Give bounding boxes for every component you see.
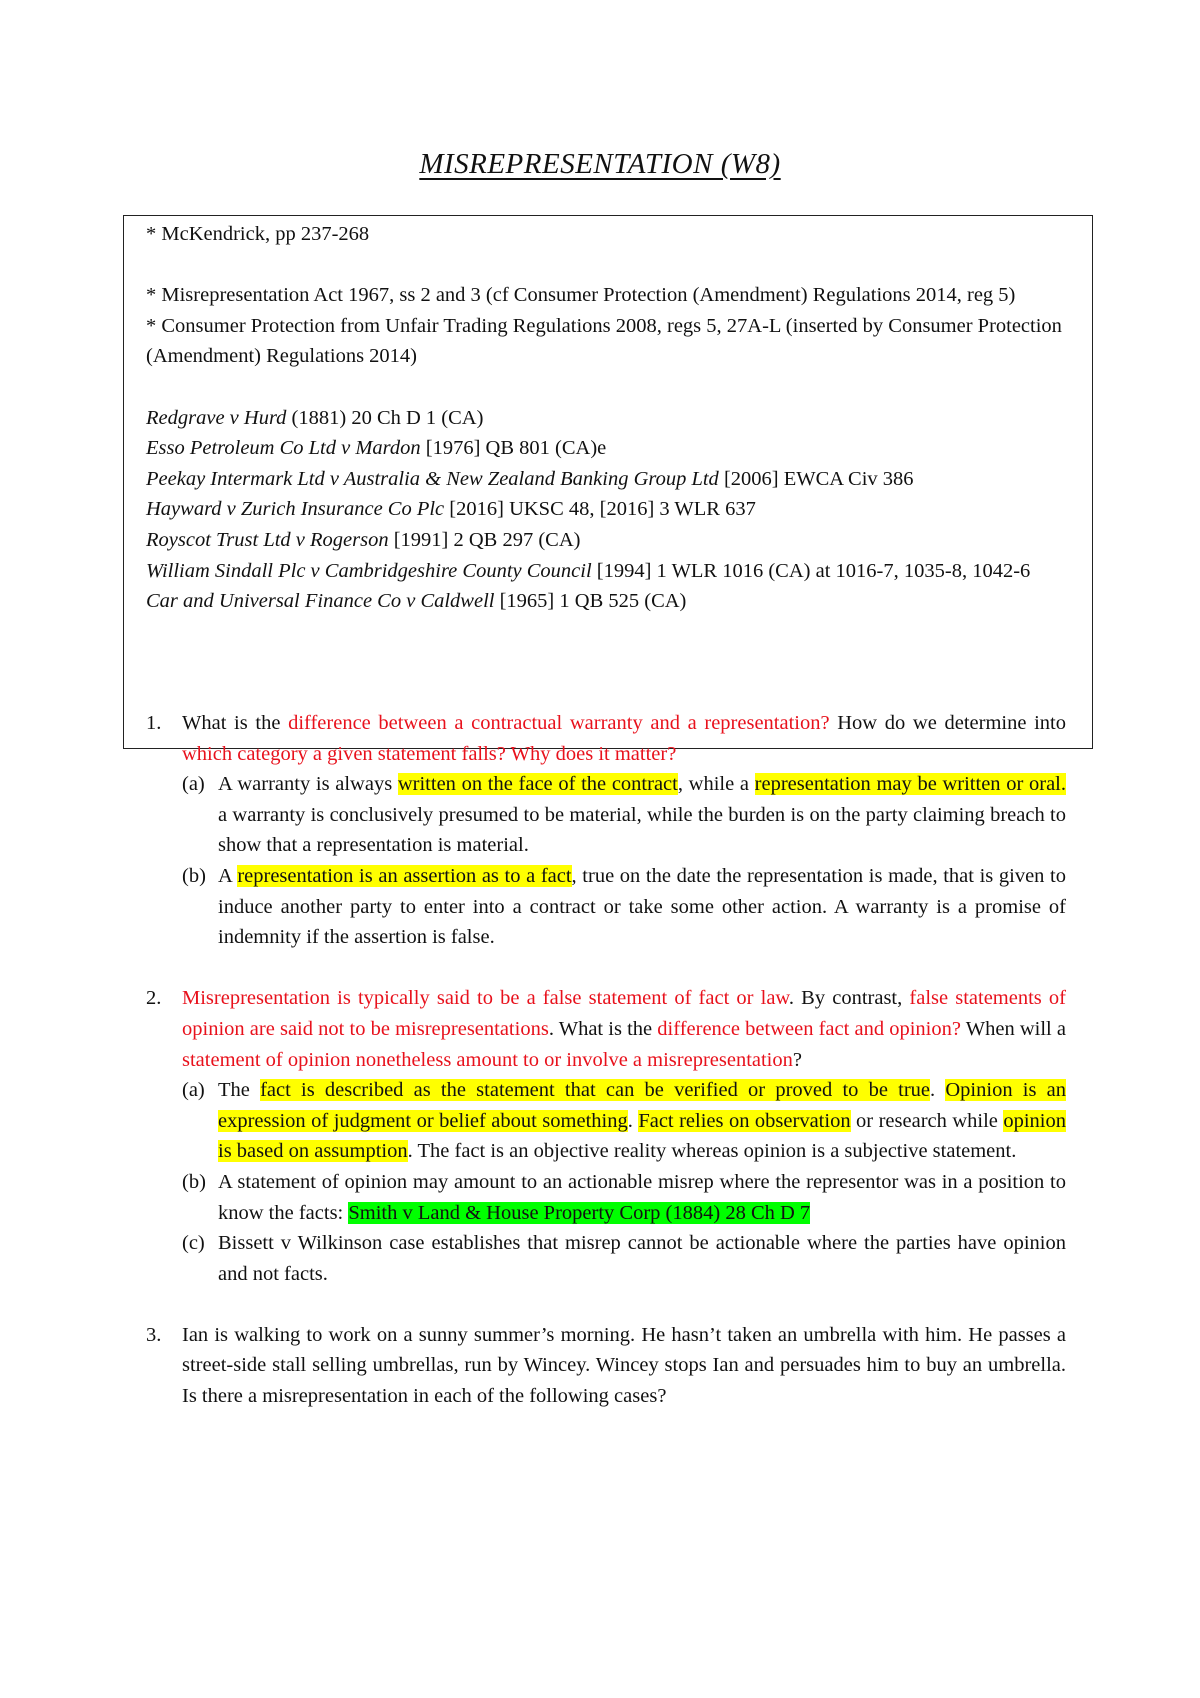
text-run: How do we determine into bbox=[829, 712, 1066, 734]
text-run: The bbox=[218, 1079, 261, 1102]
questions-list bbox=[146, 708, 1066, 1442]
case-reference bbox=[146, 464, 1066, 495]
red-text: which category a given statement falls? Why does it matter? bbox=[182, 742, 677, 765]
question-number: 2. bbox=[146, 987, 162, 1010]
answer-letter: (c) bbox=[182, 1232, 205, 1255]
case-name: Peekay Intermark Ltd v Australia & New Zealand Banking Group Ltd bbox=[146, 467, 719, 490]
text-run: . bbox=[930, 1079, 946, 1102]
red-text: difference between a contractual warranty and a representation? bbox=[288, 712, 830, 734]
red-text: difference between fact and opinion? bbox=[657, 1017, 961, 1040]
text-run: What is the bbox=[182, 712, 289, 734]
question-number: 3. bbox=[146, 1323, 162, 1346]
answer-letter: (a) bbox=[182, 773, 205, 796]
question-text bbox=[182, 983, 1066, 1075]
yellow-highlight: Opinion is an expression of judgment or belief about something bbox=[218, 1079, 1067, 1132]
text-run: . The fact is an objective reality whereas opinion is a subjective statement. bbox=[407, 1140, 1017, 1163]
red-text: Misrepresentation is typically said to be a false statement of fact or law bbox=[182, 987, 789, 1010]
question-text bbox=[182, 708, 1066, 769]
text-run: . bbox=[627, 1109, 639, 1132]
answer-letter: (b) bbox=[182, 864, 206, 887]
yellow-highlight: opinion is based on assumption bbox=[218, 1109, 1067, 1163]
text-run: A statement of opinion may amount to an actionable misrep where the representor was in a position to know the facts: bbox=[218, 1170, 1066, 1224]
question-2 bbox=[146, 983, 1066, 1289]
answer-letter: (b) bbox=[182, 1170, 206, 1193]
answer-item bbox=[182, 769, 1066, 861]
yellow-highlight: representation may be written or oral. bbox=[754, 773, 1066, 796]
reading-reference: * McKendrick, pp 237-268 bbox=[146, 223, 370, 245]
case-reference bbox=[146, 433, 1066, 464]
text-run: ? bbox=[792, 1048, 802, 1071]
case-citation: [2006] EWCA Civ 386 bbox=[718, 467, 914, 490]
case-name: William Sindall Plc v Cambridgeshire County Council bbox=[146, 559, 592, 582]
case-name: Esso Petroleum Co Ltd v Mardon bbox=[146, 437, 421, 460]
answer-item bbox=[182, 1228, 1066, 1289]
case-name: Hayward v Zurich Insurance Co Plc bbox=[146, 498, 445, 521]
text-run: a warranty is conclusively presumed to be material, while the burden is on the party claiming breach to show that a representation is material. bbox=[218, 803, 1066, 857]
yellow-highlight: representation is an assertion as to a fact bbox=[237, 864, 572, 887]
question-text: Ian is walking to work on a sunny summer’s morning. He hasn’t taken an umbrella with him. He passes a street-side stall selling umbrellas, run by Wincey. Wincey stops Ian and persuades him to buy an umbrella. Is there a misrepresentation in each of the following cases? bbox=[182, 1323, 1066, 1408]
case-citation: [2016] UKSC 48, [2016] 3 WLR 637 bbox=[444, 498, 756, 521]
case-name: Car and Universal Finance Co v Caldwell bbox=[146, 590, 495, 613]
case-name: Royscot Trust Ltd v Rogerson bbox=[146, 528, 389, 551]
yellow-highlight: Fact relies on observation bbox=[638, 1109, 851, 1132]
text-run: . By contrast, bbox=[788, 987, 910, 1010]
red-text: false statements of opinion are said not to be misrepresentations bbox=[182, 987, 1066, 1040]
text-run: , true on the date the representation is made, that is given to induce another party to enter into a contract or take some other action. A warranty is a promise of indemnity if the assertion is false. bbox=[218, 864, 1066, 949]
red-text: statement of opinion nonetheless amount to or involve a misrepresentation bbox=[182, 1048, 793, 1071]
answer-item bbox=[182, 1167, 1066, 1228]
case-citation: [1965] 1 QB 525 (CA) bbox=[494, 590, 687, 613]
text-run: A bbox=[218, 864, 238, 887]
statute-reference: * Consumer Protection from Unfair Trading Regulations 2008, regs 5, 27A-L (inserted by Consumer Protection (Amendment) Regulations 2014) bbox=[146, 314, 1062, 368]
case-reference bbox=[146, 494, 1066, 525]
text-run: . What is the bbox=[548, 1017, 658, 1040]
case-reference bbox=[146, 586, 1066, 617]
text-run: , while a bbox=[677, 773, 755, 796]
question-1 bbox=[146, 708, 1066, 953]
answer-letter: (a) bbox=[182, 1079, 205, 1102]
question-3 bbox=[146, 1320, 1066, 1412]
text-run: Bissett v Wilkinson case establishes that misrep cannot be actionable where the parties have opinion and not facts. bbox=[218, 1232, 1066, 1285]
case-reference bbox=[146, 556, 1066, 587]
text-run: or research while bbox=[850, 1109, 1004, 1132]
reading-list bbox=[146, 219, 1066, 617]
yellow-highlight: written on the face of the contract bbox=[397, 773, 678, 796]
case-name: Redgrave v Hurd bbox=[146, 406, 287, 429]
question-number: 1. bbox=[146, 712, 162, 734]
case-citation: [1976] QB 801 (CA)e bbox=[420, 437, 607, 460]
text-run: When will a bbox=[960, 1017, 1066, 1040]
answer-item bbox=[182, 1075, 1066, 1167]
yellow-highlight: fact is described as the statement that can be verified or proved to be true bbox=[260, 1079, 931, 1102]
case-citation: (1881) 20 Ch D 1 (CA) bbox=[286, 406, 484, 429]
case-citation: [1991] 2 QB 297 (CA) bbox=[388, 528, 581, 551]
case-reference bbox=[146, 525, 1066, 556]
green-highlight: Smith v Land & House Property Corp (1884) 28 Ch D 7 bbox=[348, 1201, 811, 1224]
text-run: A warranty is always bbox=[218, 773, 398, 796]
case-reference bbox=[146, 403, 1066, 434]
case-citation: [1994] 1 WLR 1016 (CA) at 1016-7, 1035-8, 1042-6 bbox=[591, 559, 1031, 582]
answer-item bbox=[182, 861, 1066, 953]
page-title: MISREPRESENTATION (W8) bbox=[419, 148, 781, 180]
statute-reference: * Misrepresentation Act 1967, ss 2 and 3 (cf Consumer Protection (Amendment) Regulations 2014, reg 5) bbox=[146, 284, 1016, 307]
